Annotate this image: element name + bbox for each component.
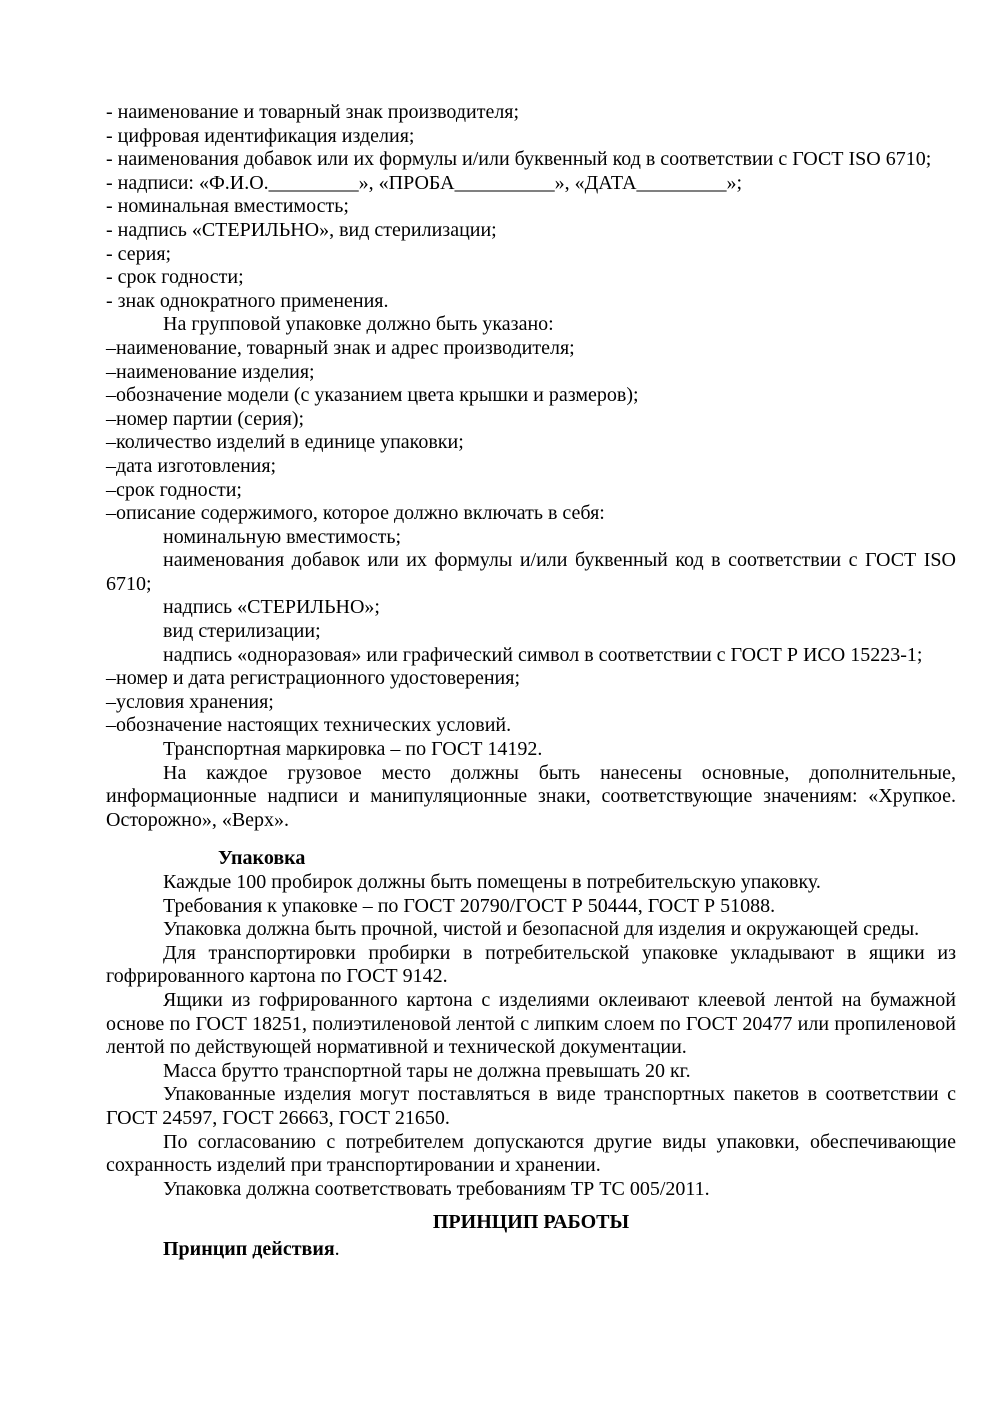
dash-item-registration-cert: –номер и дата регистрационного удостоверения; xyxy=(106,667,521,690)
text-run: . xyxy=(334,1237,340,1260)
section-heading-packaging: Упаковка xyxy=(218,847,306,870)
paragraph-pack-requirements: Требования к упаковке – по ГОСТ 20790/ГОСТ Р 50444, ГОСТ Р 51088. xyxy=(163,894,776,917)
list-item-additives-code: - наименования добавок или их формулы и/или буквенный код в соответствии с ГОСТ ISO 6710; xyxy=(106,148,932,171)
dash-item-manufacture-date: –дата изготовления; xyxy=(106,454,277,477)
dash-item-tech-conditions: –обозначение настоящих технических условий. xyxy=(106,714,512,737)
dash-item-product-name: –наименование изделия; xyxy=(106,360,315,383)
dash-item-units-per-pack: –количество изделий в единице упаковки; xyxy=(106,431,464,454)
paragraph-transport-marking: Транспортная маркировка – по ГОСТ 14192. xyxy=(163,738,543,761)
paragraph-group-packaging-intro: На групповой упаковке должно быть указано: xyxy=(163,313,554,336)
paragraph-gross-weight: Масса брутто транспортной тары не должна превышать 20 кг. xyxy=(163,1059,691,1082)
bold-run: Принцип действия xyxy=(163,1237,335,1260)
sub-item-sterilization-type: вид стерилизации; xyxy=(163,620,321,643)
paragraph-consumer-pack: Каждые 100 пробирок должны быть помещены в потребительскую упаковку. xyxy=(163,871,821,893)
paragraph-box-taping: Ящики из гофрированного картона с изделиями оклеивают клеевой лентой на бумажной основе по ГОСТ 18251, полиэтиленовой лентой с липким слоем по ГОСТ 20477 или пропиленовой лентой по действующей нормативной и технической документации. xyxy=(106,988,956,1059)
dash-item-model-designation: –обозначение модели (с указанием цвета крышки и размеров); xyxy=(106,384,639,407)
list-item-inscriptions-blanks: - надписи: «Ф.И.О._________», «ПРОБА__________», «ДАТА_________»; xyxy=(106,171,743,194)
list-item-nominal-capacity: - номинальная вместимость; xyxy=(106,195,349,218)
sub-item-additives-code: наименования добавок или их формулы и/или буквенный код в соответствии с ГОСТ ISO 6710; xyxy=(106,549,956,595)
dash-item-shelf-life: –срок годности; xyxy=(106,478,242,501)
list-item-single-use-sign: - знак однократного применения. xyxy=(106,289,389,312)
sub-item-disposable-label: надпись «одноразовая» или графический символ в соответствии с ГОСТ Р ИСО 15223-1; xyxy=(163,643,923,666)
list-item-digital-id: - цифровая идентификация изделия; xyxy=(106,124,415,147)
dash-item-storage-conditions: –условия хранения; xyxy=(106,690,274,713)
list-item-manufacturer-mark: - наименование и товарный знак производителя; xyxy=(106,101,520,123)
list-item-series: - серия; xyxy=(106,242,172,265)
sub-item-nominal-capacity: номинальную вместимость; xyxy=(163,525,402,548)
paragraph-principle-of-action xyxy=(106,1238,956,1262)
paragraph-pack-safety: Упаковка должна быть прочной, чистой и безопасной для изделия и окружающей среды. xyxy=(163,918,920,941)
dash-item-batch-number: –номер партии (серия); xyxy=(106,407,305,430)
list-item-shelf-life: - срок годности; xyxy=(106,266,244,289)
paragraph-transport-packages: Упакованные изделия могут поставляться в виде транспортных пакетов в соответствии с ГОСТ 24597, ГОСТ 26663, ГОСТ 21650. xyxy=(106,1083,956,1129)
sub-item-sterile-label: надпись «СТЕРИЛЬНО»; xyxy=(163,596,380,619)
paragraph-other-packaging: По согласованию с потребителем допускаются другие виды упаковки, обеспечивающие сохранность изделий при транспортировании и хранении. xyxy=(106,1130,956,1177)
section-heading-principle: ПРИНЦИП РАБОТЫ xyxy=(432,1211,630,1234)
dash-item-contents-description: –описание содержимого, которое должно включать в себя: xyxy=(106,502,605,525)
dash-item-name-mark-address: –наименование, товарный знак и адрес производителя; xyxy=(106,336,575,359)
paragraph-tr-ts-compliance: Упаковка должна соответствовать требованиям ТР ТС 005/2011. xyxy=(163,1177,710,1200)
list-item-sterile-label: - надпись «СТЕРИЛЬНО», вид стерилизации; xyxy=(106,218,497,241)
paragraph-cargo-marking: На каждое грузовое место должны быть нанесены основные, дополнительные, информационные надписи и манипуляционные знаки, соответствующие значениям: «Хрупкое. Осторожно», «Верх». xyxy=(106,761,956,831)
paragraph-transport-boxes: Для транспортировки пробирки в потребительской упаковке укладывают в ящики из гофрированного картона по ГОСТ 9142. xyxy=(106,941,956,988)
